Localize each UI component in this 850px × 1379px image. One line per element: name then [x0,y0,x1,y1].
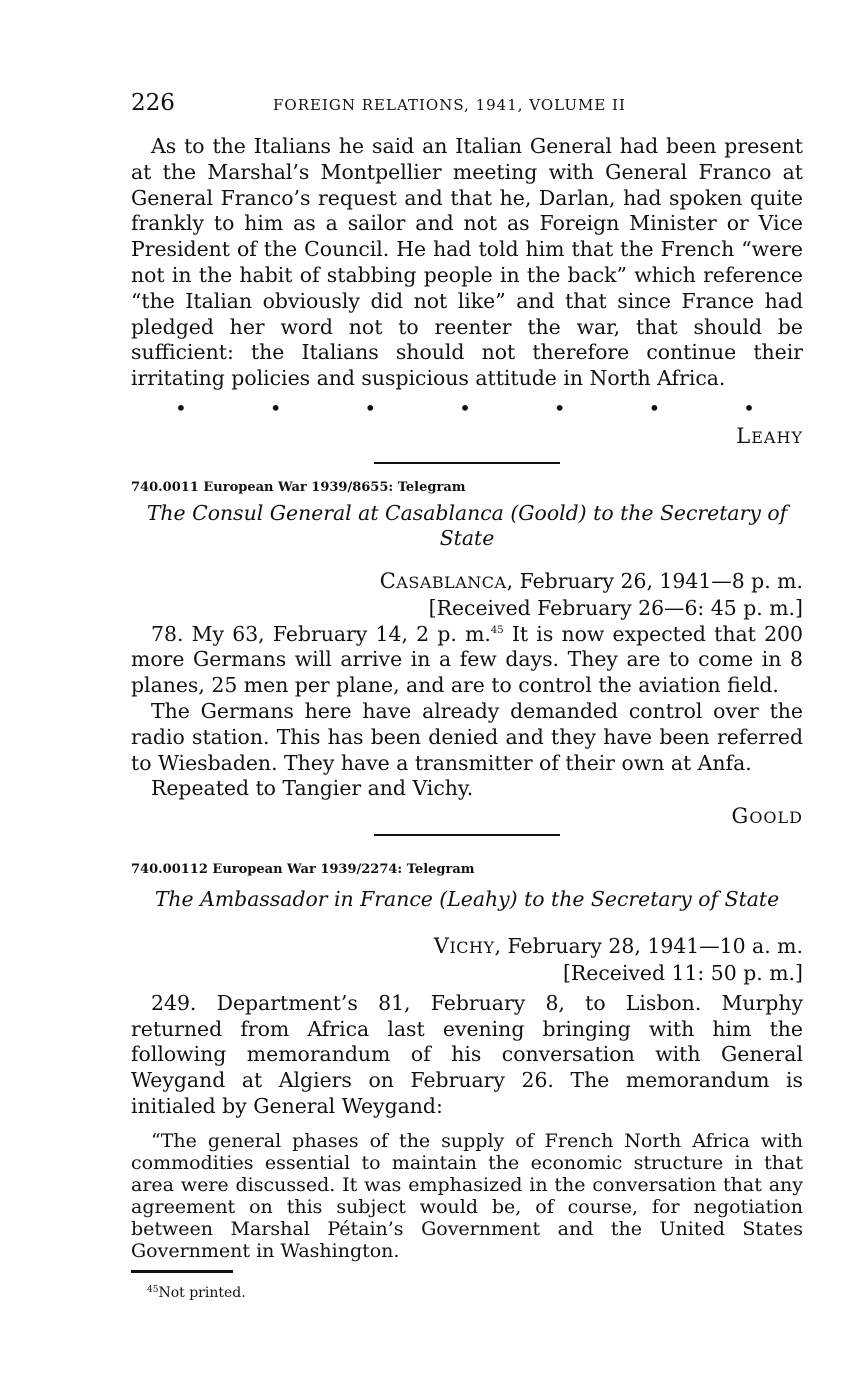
paragraph-lead: 78. My 63, February 14, 2 p. m. [151,621,491,646]
section-divider [374,462,560,464]
ellipsis-dot: • [459,395,471,420]
ellipsis-dot: • [743,395,755,420]
section-divider [374,834,560,836]
dateline-date: , February 26, 1941—8 p. m. [506,568,803,593]
dateline-place-initial: V [433,934,450,959]
dateline [131,934,803,961]
document-page [131,90,803,1301]
dateline-place-rest: ICHY [449,938,495,958]
page-number: 226 [131,90,175,116]
dateline-place-initial: C [379,568,397,593]
file-number: 740.00112 European War 1939/2274: Telegram [131,862,475,878]
signature-initial: L [736,423,752,448]
block-quote: “The general phases of the supply of French North Africa with commodities essential to maintain the economic structure in that area were discussed. It was emphasized in the conversation that any agreement on this subject would be, of course, for negotiation between Marshal Pétain’s Government and the United States Government in Washington. [131,1129,803,1262]
ellipsis-dot: • [553,395,566,420]
page-header [131,90,803,120]
running-title: FOREIGN RELATIONS, 1941, VOLUME II [273,96,626,114]
received-line: [Received 11: 50 p. m.] [562,960,803,985]
signature-rest: EAHY [751,427,803,447]
telegram-paragraph: The Germans here have already demanded control over the radio station. This has been denied and they have been referred to Wiesbaden. They have a transmitter of their own at Anfa. [131,698,803,775]
document-headline: The Consul General at Casablanca (Goold) to the Secretary of State [146,500,788,550]
file-number: 740.0011 European War 1939/8655: Telegram [131,479,466,495]
ellipsis-row [131,395,803,420]
ellipsis-dot: • [364,395,377,420]
telegram-paragraph: Repeated to Tangier and Vichy. [151,776,474,801]
signature-initial: G [731,804,750,829]
footnote-marker: 45 [147,1284,159,1295]
telegram-paragraph: 249. Department’s 81, February 8, to Lisbon. Murphy returned from Africa last evening bringing with him the following memorandum of his conversation with General Weygand at Algiers on February 26. The memorandum is initialed by General Weygand: [131,990,803,1118]
body-paragraph: As to the Italians he said an Italian General had been present at the Marshal’s Montpellier meeting with General Franco at General Franco’s request and that he, Darlan, had spoken quite frankly to him as a sailor and not as Foreign Minister or Vice President of the Council. He had told him that the French “were not in the habit of stabbing people in the back” which reference “the Italian obviously did not like” and that since France had pledged her word not to reenter the war, that should be sufficient: the Italians should not therefore continue their irritating policies and suspicious attitude in North Africa. [131,134,803,391]
signature [131,804,803,828]
telegram-paragraph [131,622,803,699]
signature [131,424,803,448]
footnote-ref: 45 [490,624,504,636]
paragraph-rest: It is now expected that 200 more Germans will arrive in a few days. They are to come in 8 planes, 25 men per plane, and are to control the aviation field. [131,621,803,698]
footnote-rule [131,1270,233,1273]
signature-rest: OOLD [749,808,803,828]
footnote-text: Not printed. [158,1284,246,1301]
ellipsis-dot: • [648,395,661,420]
ellipsis-dot: • [269,395,282,420]
dateline [131,569,803,596]
received-line: [Received February 26—6: 45 p. m.] [428,595,803,620]
footnote [147,1285,803,1301]
dateline-place-rest: ASABLANCA [396,572,507,592]
ellipsis-dot: • [175,395,187,420]
document-headline: The Ambassador in France (Leahy) to the Secretary of State [154,887,780,912]
dateline-date: , February 28, 1941—10 a. m. [494,934,803,959]
